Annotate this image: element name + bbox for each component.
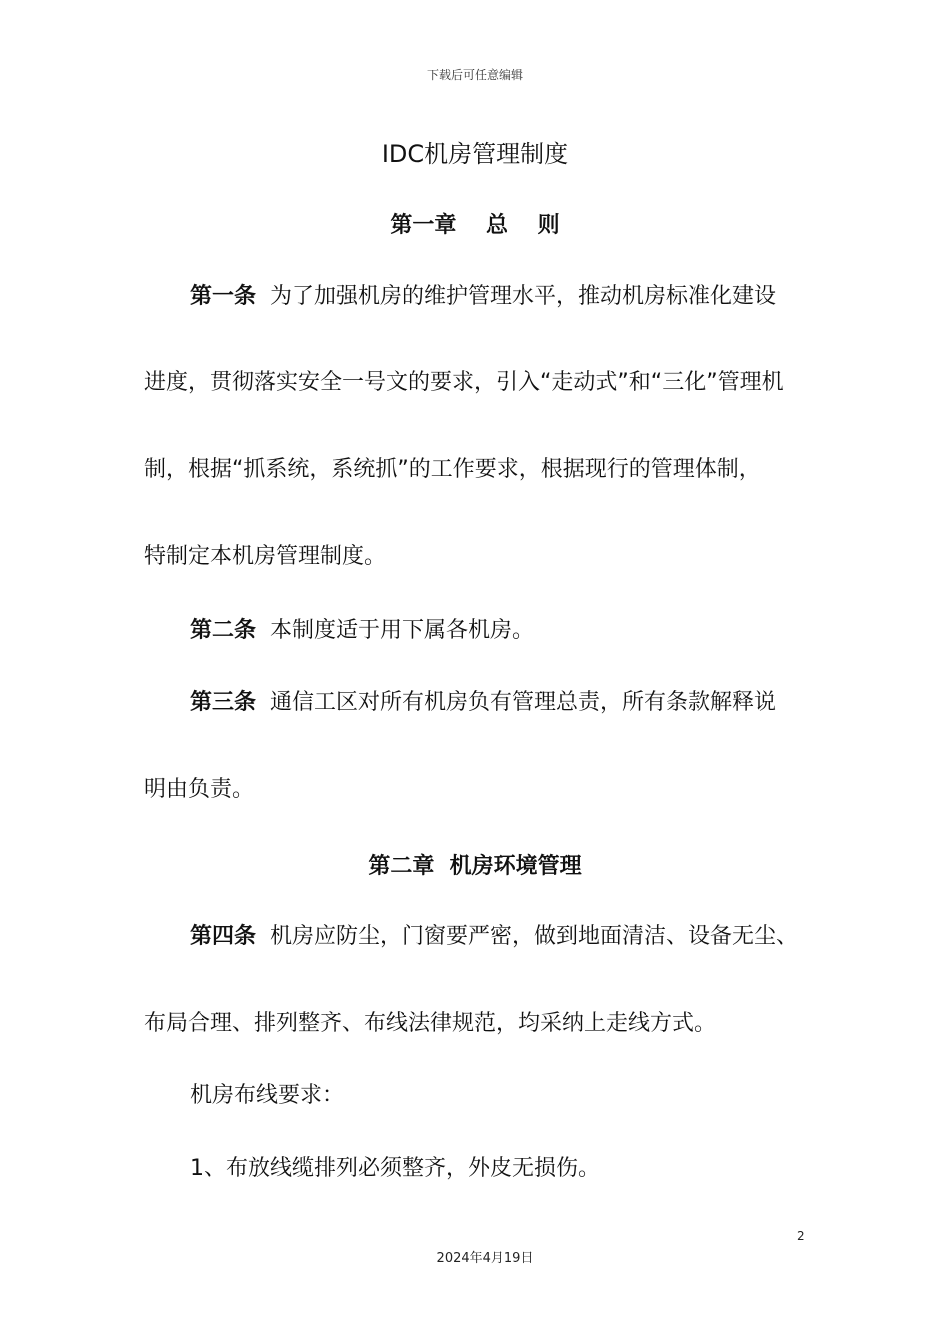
article-3-text-1: 通信工区对所有机房负有管理总责，所有条款解释说 bbox=[270, 690, 777, 715]
wiring-requirement-item-1: 1、布放线缆排列必须整齐，外皮无损伤。 bbox=[190, 1156, 600, 1181]
wiring-requirements-title: 机房布线要求： bbox=[190, 1083, 345, 1108]
article-1-line-4: 特制定本机房管理制度。 bbox=[144, 544, 387, 569]
document-title: IDC机房管理制度 bbox=[381, 140, 569, 168]
chapter-2-heading: 第二章 机房环境管理 bbox=[368, 854, 582, 879]
article-2-text-1: 本制度适于用下属各机房。 bbox=[270, 618, 535, 643]
article-1-line-1 bbox=[190, 282, 776, 312]
article-1-label: 第一条 bbox=[190, 284, 257, 309]
header-note: 下载后可任意编辑 bbox=[426, 68, 523, 82]
article-2-label: 第二条 bbox=[190, 618, 257, 643]
footer-date: 2024年4月19日 bbox=[436, 1251, 534, 1266]
article-1-line-3: 制，根据“抓系统，系统抓”的工作要求，根据现行的管理体制， bbox=[144, 457, 761, 482]
article-1-line-2: 进度，贯彻落实安全一号文的要求，引入“走动式”和“三化”管理机 bbox=[144, 370, 784, 395]
article-3-line-1 bbox=[190, 688, 776, 718]
article-4-line-2: 布局合理、排列整齐、布线法律规范，均采纳上走线方式。 bbox=[144, 1011, 717, 1036]
article-3-label: 第三条 bbox=[190, 690, 257, 715]
page-number: 2 bbox=[797, 1229, 805, 1243]
article-2-line-1 bbox=[190, 616, 534, 646]
article-4-line-1 bbox=[190, 922, 798, 952]
chapter-1-heading: 第一章 总 则 bbox=[390, 213, 560, 238]
article-3-line-2: 明由负责。 bbox=[144, 777, 255, 802]
article-1-text-1: 为了加强机房的维护管理水平，推动机房标准化建设 bbox=[270, 284, 777, 309]
article-4-text-1: 机房应防尘，门窗要严密，做到地面清洁、设备无尘、 bbox=[270, 924, 799, 949]
article-4-label: 第四条 bbox=[190, 924, 257, 949]
